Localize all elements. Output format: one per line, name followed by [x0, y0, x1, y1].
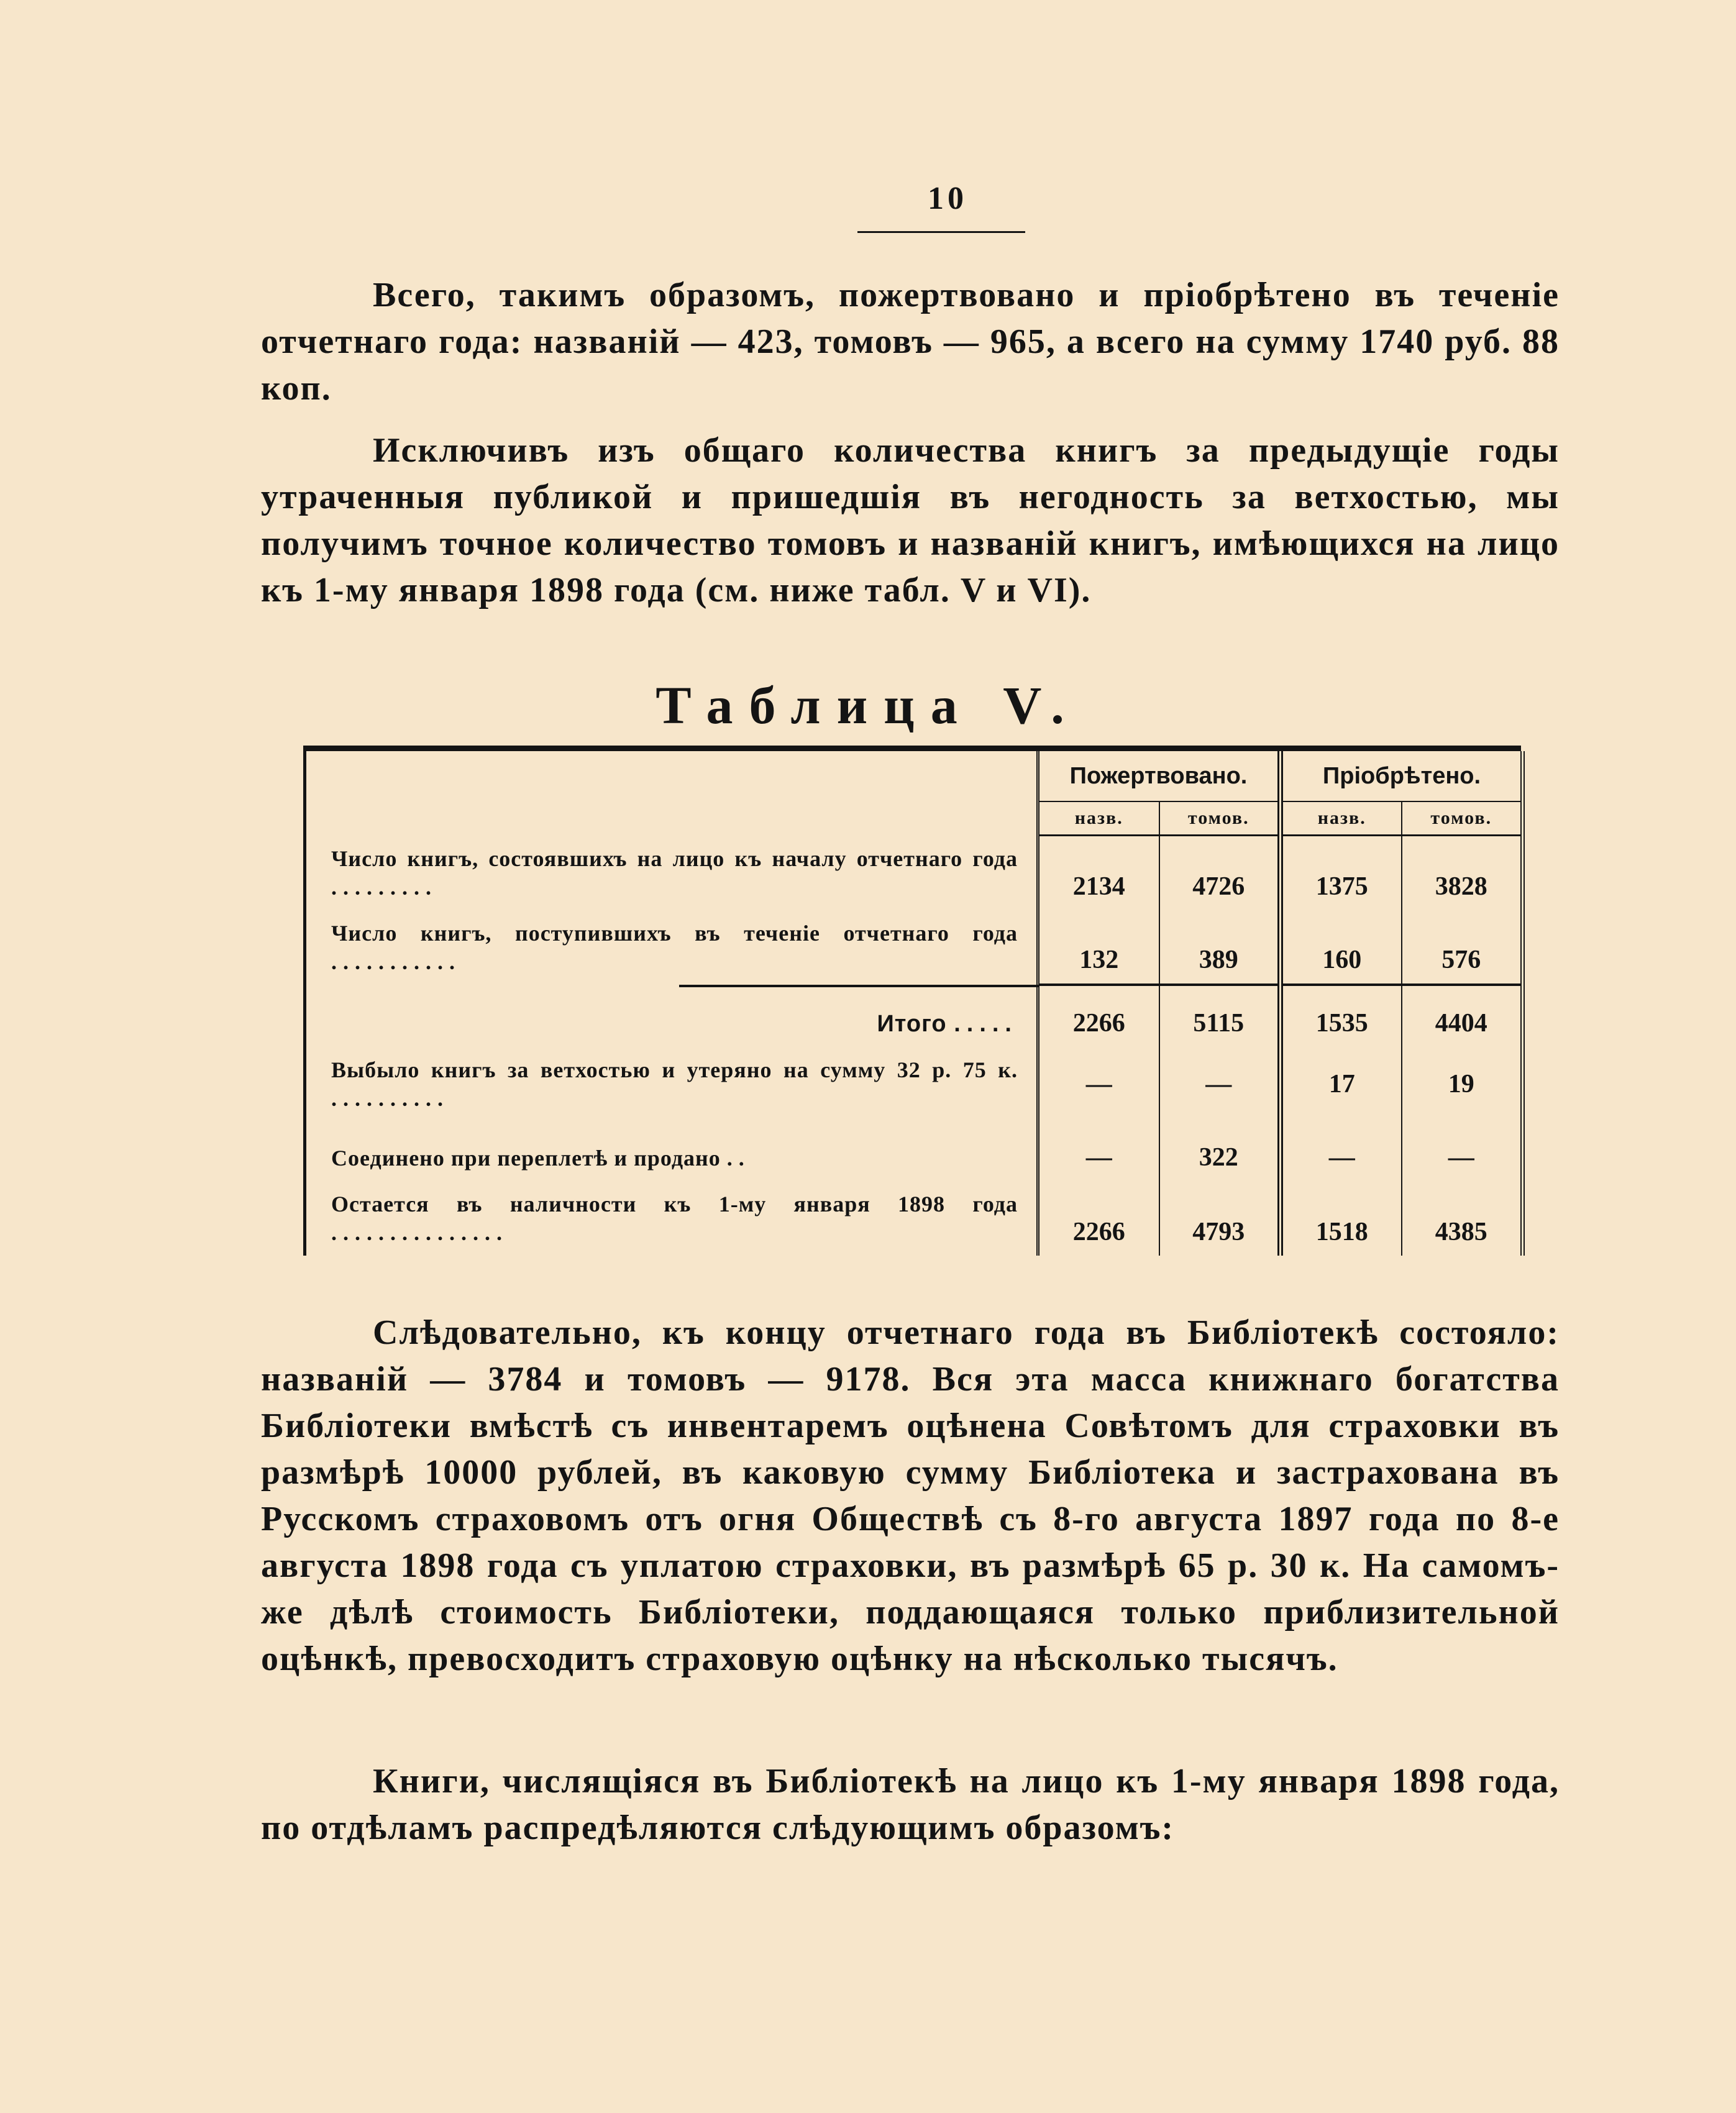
- paragraph-distribution: Книги, числящіяся въ Библіотекѣ на лицо къ 1-му января 1898 года, по отдѣламъ распредѣляются слѣдующимъ образомъ:: [261, 1762, 1560, 1847]
- subheader-titles: назв.: [1038, 801, 1159, 836]
- cell-value: 1375: [1281, 836, 1402, 910]
- table-row: [305, 910, 1523, 985]
- row-label: Остается въ наличности къ 1-му января 1898 года ...............: [305, 1181, 1038, 1256]
- cell-value: —: [1281, 1121, 1402, 1181]
- cell-value: 1535: [1281, 985, 1402, 1047]
- cell-value: 4385: [1402, 1181, 1523, 1256]
- cell-value: 19: [1402, 1047, 1523, 1121]
- cell-value: 5115: [1159, 985, 1281, 1047]
- cell-value: —: [1038, 1121, 1159, 1181]
- row-label: Соединено при переплетѣ и продано ..: [305, 1121, 1038, 1181]
- cell-value: 4726: [1159, 836, 1281, 910]
- subheader-titles: назв.: [1281, 801, 1402, 836]
- subheader-volumes: томов.: [1159, 801, 1281, 836]
- table-corner-cell: [305, 751, 1038, 836]
- cell-value: 160: [1281, 910, 1402, 985]
- cell-value: 1518: [1281, 1181, 1402, 1256]
- cell-value: 4793: [1159, 1181, 1281, 1256]
- paragraph-totals: Всего, такимъ образомъ, пожертвовано и пріобрѣтено въ теченіе отчетнаго года: названій — 423, томовъ — 965, а всего на сумму 1740 руб. 88 коп.: [261, 276, 1560, 408]
- row-label-total: Итого .....: [305, 985, 1038, 1047]
- table-row: [305, 836, 1523, 910]
- header-donated: Пожертвовано.: [1038, 751, 1281, 801]
- table-group-header-row: [305, 751, 1523, 801]
- cell-value: 3828: [1402, 836, 1523, 910]
- subheader-volumes: томов.: [1402, 801, 1523, 836]
- paragraph-conclusion: Слѣдовательно, къ концу отчетнаго года въ Библіотекѣ состояло: названій — 3784 и томовъ — 9178. Вся эта масса книжнаго богатства Библіотеки вмѣстѣ съ инвентаремъ оцѣнена Совѣтомъ для страховки въ размѣрѣ 10000 рублей, въ каковую сумму Библіотека и застрахована въ Русскомъ страховомъ отъ огня Обществѣ съ 8-го августа 1897 года по 8-е августа 1898 года съ уплатою страховки, въ размѣрѣ 65 р. 30 к. На самомъ-же дѣлѣ стоимость Библіотеки, поддающаяся только приблизительной оцѣнкѣ, превосходитъ страховую оцѣнку на нѣсколько тысячъ.: [261, 1313, 1560, 1678]
- cell-value: 132: [1038, 910, 1159, 985]
- cell-value: —: [1402, 1121, 1523, 1181]
- header-acquired: Пріобрѣтено.: [1281, 751, 1523, 801]
- paragraph-exclusion: Исключивъ изъ общаго количества книгъ за предыдущіе годы утраченныя публикой и пришедшія въ негодность за ветхостью, мы получимъ точное количество томовъ и названій книгъ, имѣющихся на лицо къ 1-му января 1898 года (см. ниже табл. V и VI).: [261, 431, 1560, 609]
- stats-table: [303, 751, 1525, 1256]
- table-row: [305, 1181, 1523, 1256]
- cell-value: 389: [1159, 910, 1281, 985]
- cell-value: 322: [1159, 1121, 1281, 1181]
- cell-value: —: [1038, 1047, 1159, 1121]
- table-row-total: [305, 985, 1523, 1047]
- cell-value: 17: [1281, 1047, 1402, 1121]
- page-number: 10: [928, 181, 967, 216]
- cell-value: 2266: [1038, 985, 1159, 1047]
- cell-value: 2266: [1038, 1181, 1159, 1256]
- table-title: Таблица V.: [656, 675, 1080, 735]
- cell-value: 576: [1402, 910, 1523, 985]
- table-row: [305, 1121, 1523, 1181]
- table-v: [303, 746, 1521, 1292]
- row-label: Число книгъ, состоявшихъ на лицо къ началу отчетнаго года .........: [305, 836, 1038, 910]
- cell-value: 4404: [1402, 985, 1523, 1047]
- cell-value: 2134: [1038, 836, 1159, 910]
- table-row: [305, 1047, 1523, 1121]
- page-number-rule: [857, 231, 1025, 233]
- row-label: Выбыло книгъ за ветхостью и утеряно на сумму 32 р. 75 к. ..........: [305, 1047, 1038, 1121]
- row-label: Число книгъ, поступившихъ въ теченіе отчетнаго года ...........: [305, 910, 1038, 985]
- cell-value: —: [1159, 1047, 1281, 1121]
